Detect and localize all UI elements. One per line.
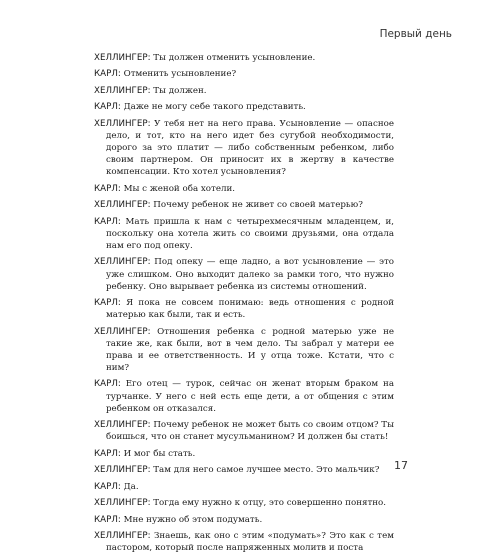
speaker-label: ХЕЛЛИНГЕР:	[94, 498, 151, 509]
speaker-label: КАРЛ:	[94, 448, 121, 459]
speaker-label: КАРЛ:	[94, 183, 121, 194]
speaker-label: КАРЛ:	[94, 379, 121, 390]
speaker-label: ХЕЛЛИНГЕР:	[94, 200, 151, 211]
speech-text: Даже не могу себе такого представить.	[123, 102, 306, 113]
speech-text: И мог бы стать.	[123, 448, 196, 459]
dialogue-turn	[94, 216, 394, 252]
dialogue-turn	[94, 419, 394, 443]
dialogue-turn	[94, 497, 394, 509]
speaker-label: ХЕЛЛИНГЕР:	[94, 420, 151, 431]
speech-text: Да.	[123, 481, 139, 492]
dialogue-turn	[94, 199, 394, 211]
page-number: 17	[394, 459, 408, 472]
speaker-label: ХЕЛЛИНГЕР:	[94, 326, 151, 337]
speech-text: Тогда ему нужно к отцу, это совершенно понятно.	[153, 498, 387, 509]
speech-text: Мать пришла к нам с четырехмесячным младенцем, и, поскольку она хотела жить со своими друзьями, она отдала нам его под опеку.	[106, 216, 394, 251]
speech-text: Отношения ребенка с родной матерью уже не такие же, как были, вот в чем дело. Ты забрал у матери ее права и ее ответственность. И у отца тоже. Кстати, что с ним?	[106, 326, 394, 373]
speech-text: Отменить усыновление?	[123, 69, 237, 80]
speaker-label: КАРЛ:	[94, 514, 121, 525]
dialogue-turn	[94, 530, 394, 554]
speaker-label: КАРЛ:	[94, 216, 121, 227]
running-head: Первый день	[379, 28, 452, 40]
speech-text: Под опеку — еще ладно, а вот усыновление — это уже слишком. Оно выходит далеко за рамки того, что нужно ребенку. Оно вырывает ребенка из системы отношений.	[106, 257, 394, 292]
speech-text: Почему ребенок не живет со своей матерью?	[153, 200, 363, 211]
speech-text: Почему ребенок не может быть со своим отцом? Ты боишься, что он станет мусульманином? И должен бы стать!	[106, 420, 394, 443]
speech-text: Мы с женой оба хотели.	[123, 183, 236, 194]
dialogue-turn	[94, 326, 394, 374]
dialogue-turn	[94, 378, 394, 414]
speaker-label: ХЕЛЛИНГЕР:	[94, 85, 151, 96]
dialogue-turn	[94, 256, 394, 292]
speaker-label: ХЕЛЛИНГЕР:	[94, 118, 151, 129]
dialogue-turn	[94, 183, 394, 195]
dialogue-turn	[94, 101, 394, 113]
speech-text: Я пока не совсем понимаю: ведь отношения с родной матерью как были, так и есть.	[106, 298, 395, 321]
speech-text: У тебя нет на него права. Усыновление — опасное дело, и тот, кто на него идет без сугубой необходимости, дорого за это платит — либо собственным ребенком, либо своим партнером. Он приносит их в жертву в качестве компенсации. Кто хотел усыновления?	[106, 118, 395, 178]
speech-text: Ты должен отменить усыновление.	[153, 53, 316, 63]
dialogue-turn	[94, 514, 394, 526]
speaker-label: КАРЛ:	[94, 102, 121, 113]
dialogue-turn	[94, 52, 394, 64]
dialogue-turn	[94, 68, 394, 80]
speech-text: Знаешь, как оно с этим «подумать»? Это как с тем пастором, который после напряженных молитв и поста	[106, 531, 394, 554]
speech-text: Там для него самое лучшее место. Это мальчик?	[153, 465, 380, 476]
speaker-label: ХЕЛЛИНГЕР:	[94, 465, 151, 476]
speech-text: Его отец — турок, сейчас он женат вторым браком на турчанке. У него с ней есть еще дети, а от общения с этим ребенком он отказался.	[106, 379, 394, 414]
dialogue-turn	[94, 464, 394, 476]
dialogue-turn	[94, 85, 394, 97]
dialogue-turn	[94, 481, 394, 493]
speech-text: Мне нужно об этом подумать.	[123, 514, 263, 525]
speech-text: Ты должен.	[153, 85, 207, 96]
dialogue-turn	[94, 118, 394, 178]
speaker-label: КАРЛ:	[94, 69, 121, 80]
speaker-label: ХЕЛЛИНГЕР:	[94, 53, 151, 63]
speaker-label: КАРЛ:	[94, 481, 121, 492]
speaker-label: КАРЛ:	[94, 298, 121, 309]
dialogue-turn	[94, 448, 394, 460]
speaker-label: ХЕЛЛИНГЕР:	[94, 531, 151, 542]
speaker-label: ХЕЛЛИНГЕР:	[94, 257, 151, 268]
dialogue-text	[94, 52, 394, 559]
dialogue-turn	[94, 297, 394, 321]
